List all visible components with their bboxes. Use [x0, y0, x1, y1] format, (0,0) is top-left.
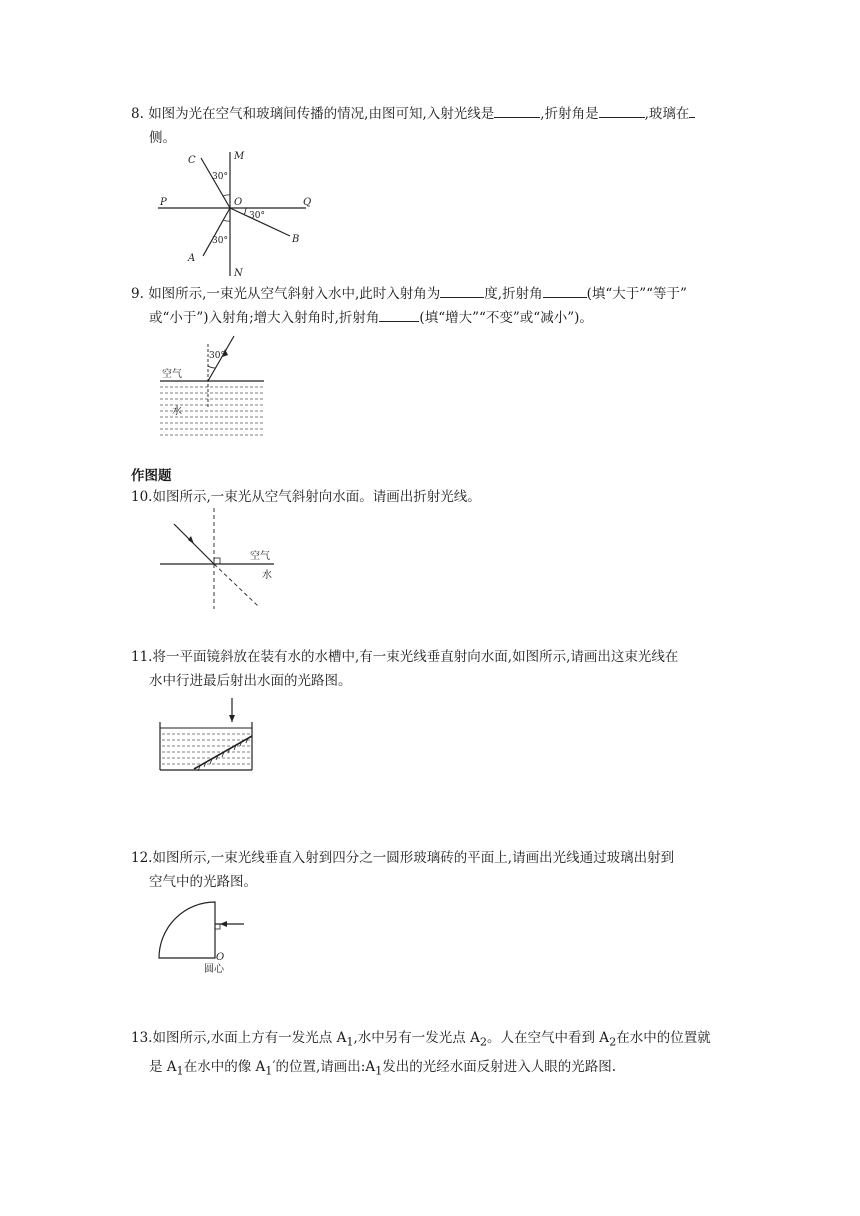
label-a: A — [188, 253, 196, 264]
answer-blank[interactable] — [543, 283, 587, 298]
answer-blank[interactable] — [379, 307, 419, 322]
question-11: 11.将一平面镜斜放在装有水的水槽中,有一束光线垂直射向水面,如图所示,请画出这束光线在 水中行进最后射出水面的光路图。 — [131, 649, 679, 689]
water-label: 水 — [262, 570, 272, 581]
question-number: 13. — [131, 1030, 153, 1046]
answer-blank[interactable] — [689, 103, 695, 118]
label-b: B — [292, 234, 300, 245]
question-number: 10. — [131, 489, 153, 505]
section-title: 作图题 — [131, 468, 172, 484]
answer-blank[interactable] — [440, 283, 484, 298]
label-n: N — [234, 268, 243, 279]
angle-label: 30° — [212, 172, 228, 182]
figure-q11-water-tank-mirror — [158, 698, 258, 774]
question-12: 12.如图所示,一束光线垂直入射到四分之一圆形玻璃砖的平面上,请画出光线通过玻璃出射到 空气中的光路图。 — [131, 850, 675, 890]
question-number: 9. — [131, 286, 144, 302]
question-number: 11. — [131, 649, 153, 665]
question-13: 13.如图所示,水面上方有一发光点 $A_1$,水中另有一发光点 $A_2$。人在空气中看到 $A_2$在水中的位置就 是 $A_1$在水中的像 $A_1'$的位置,请画出$:A_1$发出的光经水面反射进入人眼的光路图. — [131, 1030, 711, 1078]
label-q: Q — [303, 197, 312, 208]
question-text: 如图所示,一束光从空气斜射向水面。请画出折射光线。 — [152, 489, 481, 505]
label-o: O — [216, 952, 225, 963]
question-text: 将一平面镜斜放在装有水的水槽中,有一束光线垂直射向水面,如图所示,请画出这束光线在 — [152, 649, 679, 665]
answer-blank[interactable] — [599, 103, 645, 118]
air-label: 空气 — [250, 551, 270, 562]
question-8: 8. 如图为光在空气和玻璃间传播的情况,由图可知,入射光线是 ,折射角是 ,玻璃在 侧。 — [131, 102, 771, 150]
question-number: 8. — [131, 106, 144, 122]
figure-q10-air-water — [158, 506, 278, 610]
angle-label: 30° — [212, 236, 228, 246]
label-m: M — [234, 151, 245, 162]
figure-q9-air-water — [158, 336, 268, 442]
question-number: 12. — [131, 850, 153, 866]
center-label: 圆心 — [204, 964, 224, 975]
label-p: P — [160, 197, 167, 208]
water-label: 水 — [172, 406, 182, 417]
label-c: C — [188, 155, 196, 166]
figure-q12-quarter-circle-glass — [156, 898, 252, 978]
figure-q8-refraction-diagram — [150, 148, 320, 280]
question-9: 9. 如图所示,一束光从空气斜射入水中,此时入射角为 度,折射角 (填“大于”“等于” 或“小于”)入射角;增大入射角时,折射角 (填“增大”“不变”或“减小”)。 — [131, 282, 771, 330]
question-text: 如图所示,一束光线垂直入射到四分之一圆形玻璃砖的平面上,请画出光线通过玻璃出射到 — [152, 850, 675, 866]
label-o: O — [234, 197, 243, 208]
air-label: 空气 — [162, 369, 182, 380]
question-text: 如图所示,一束光从空气斜射入水中,此时入射角为 — [148, 286, 441, 302]
question-text: 如图为光在空气和玻璃间传播的情况,由图可知,入射光线是 — [148, 106, 495, 122]
angle-label: 30° — [249, 211, 265, 221]
answer-blank[interactable] — [494, 103, 540, 118]
angle-label: 30° — [209, 351, 225, 361]
